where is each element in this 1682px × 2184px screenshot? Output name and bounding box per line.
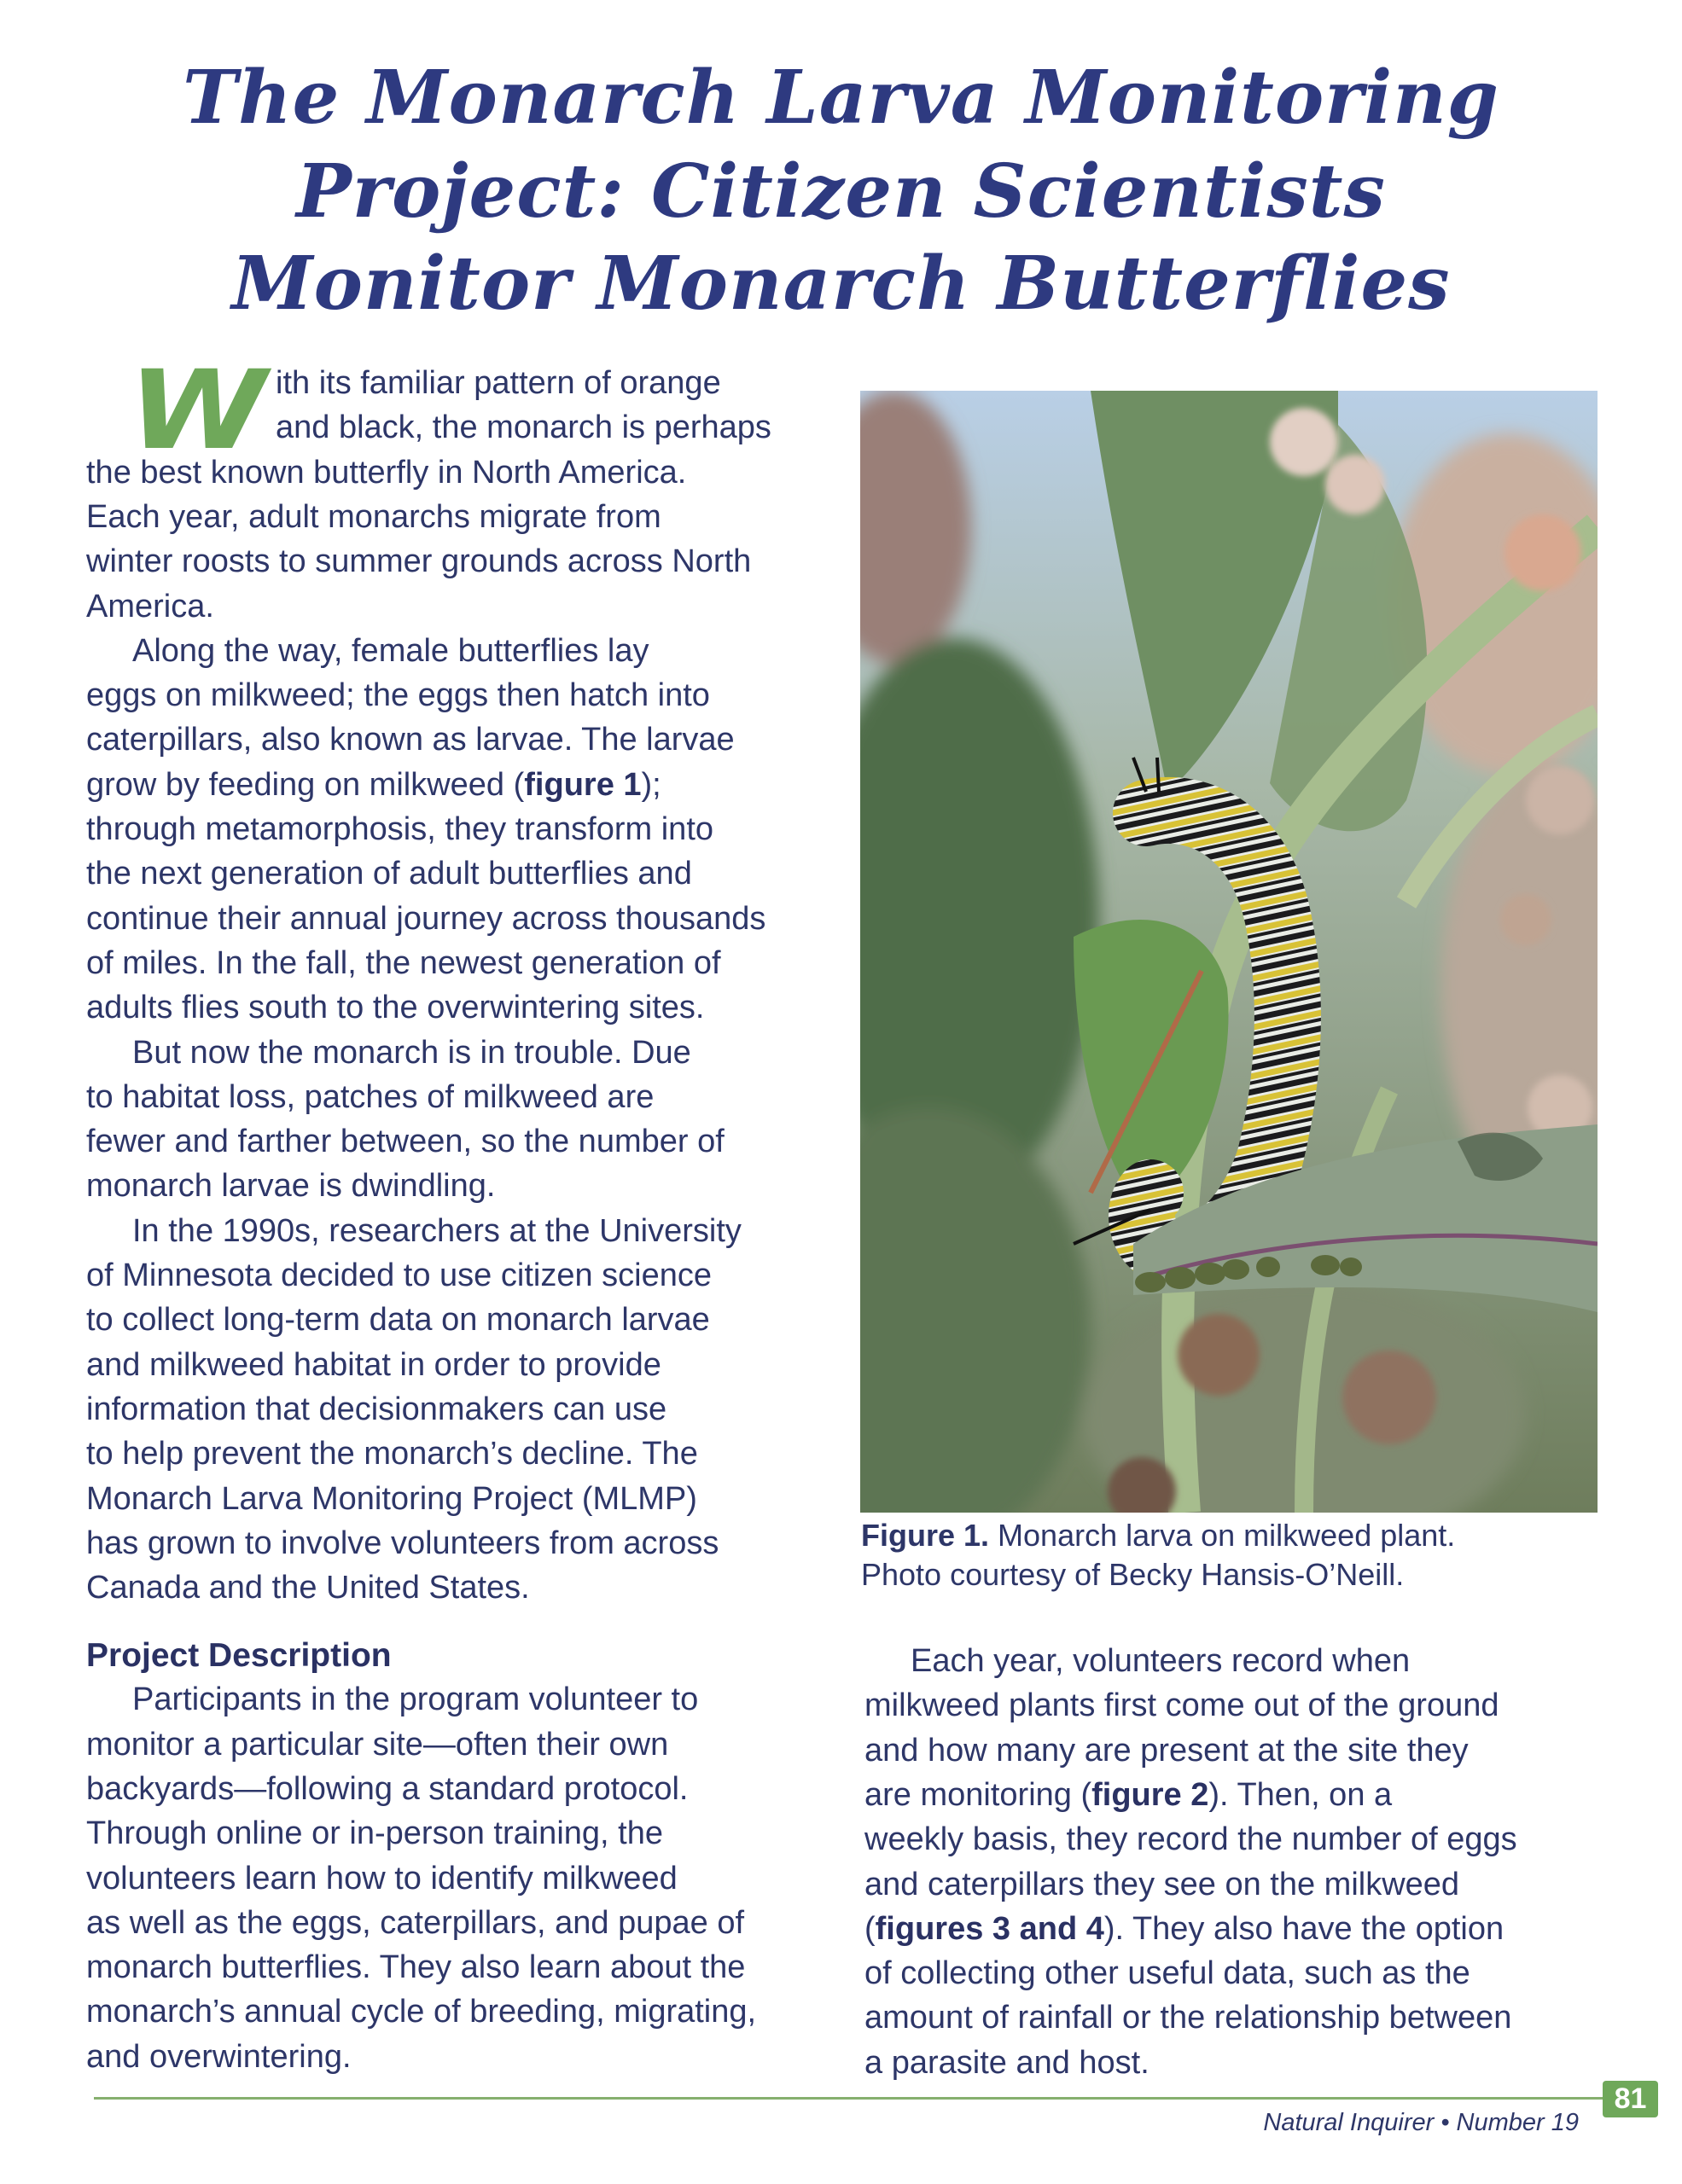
text-segment: has grown to involve volunteers from across (86, 1525, 719, 1561)
text-segment: through metamorphosis, they transform into (86, 811, 714, 847)
text-segment: to help prevent the monarch’s decline. The (86, 1436, 698, 1472)
text-segment: as well as the eggs, caterpillars, and pupae of (86, 1904, 745, 1941)
body-text-line (86, 1259, 712, 1292)
body-text-line (276, 367, 721, 399)
text-segment: monitor a particular site—often their own (86, 1726, 669, 1763)
text-segment: monarch butterflies. They also learn about the (86, 1949, 746, 1986)
text-segment: ). Then, on a (1208, 1776, 1393, 1813)
text-segment: continue their annual journey across thousands (86, 900, 766, 937)
body-text-line (86, 1862, 678, 1895)
title-line-1: The Monarch Larva Monitoring (183, 55, 1499, 141)
text-segment: ith its familiar pattern of orange (276, 365, 721, 401)
body-text-line (86, 1212, 742, 1249)
body-text-line (86, 1951, 745, 1984)
body-text-line (864, 1734, 1469, 1767)
body-text-line (86, 1904, 745, 1941)
text-segment: Along the way, female butterflies lay (132, 632, 649, 669)
body-text-line (86, 1034, 691, 1071)
body-text-line (86, 1393, 666, 1426)
right-text-column (864, 0, 1598, 2184)
text-segment: weekly basis, they record the number of eggs (864, 1821, 1517, 1858)
text-segment: and how many are present at the site they (864, 1732, 1469, 1769)
text-segment: amount of rainfall or the relationship between (864, 2000, 1512, 2036)
body-text-line (86, 1346, 661, 1383)
caption-text: Monarch larva on milkweed plant. (989, 1518, 1456, 1553)
text-segment: information that decisionmakers can use (86, 1391, 667, 1427)
body-text-line (86, 1527, 719, 1560)
body-text-line (86, 590, 214, 623)
body-text-line (86, 2038, 352, 2075)
figure-label: Figure 1. (861, 1518, 990, 1553)
left-text-column (86, 0, 820, 2184)
text-segment: Through online or in-person training, the (86, 1815, 663, 1852)
body-text-line (86, 1571, 530, 1604)
title-line-2: Project: Citizen Scientists (296, 148, 1386, 235)
body-text-line (86, 1770, 689, 1807)
body-text-line (864, 2001, 1511, 2034)
body-text-line (86, 1728, 668, 1761)
body-text-line (86, 991, 705, 1024)
text-segment: ). They also have the option (1103, 1910, 1504, 1947)
text-segment: grow by feeding on milkweed ( (86, 766, 525, 803)
caption-text: Photo courtesy of Becky Hansis-O’Neill. (861, 1557, 1405, 1592)
body-text-line (864, 1868, 1459, 1901)
text-segment: Participants in the program volunteer to (132, 1682, 699, 1718)
footer-rule (94, 2097, 1604, 2100)
text-segment: In the 1990s, researchers at the University (132, 1212, 742, 1249)
text-segment: to habitat loss, patches of milkweed are (86, 1078, 655, 1115)
text-segment: volunteers learn how to identify milkweed (86, 1860, 678, 1896)
figure-reference: figure 2 (1091, 1776, 1209, 1813)
section-heading-project-description: Project Description (86, 1637, 392, 1674)
body-text-line (86, 1683, 698, 1716)
body-text-line (86, 723, 735, 756)
text-segment: Each year, adult monarchs migrate from (86, 498, 661, 535)
body-text-line (86, 632, 649, 669)
text-segment: eggs on milkweed; the eggs then hatch into (86, 677, 710, 714)
text-segment: America. (86, 588, 214, 624)
body-text-line (864, 2044, 1149, 2081)
text-segment: and caterpillars they see on the milkweed (864, 1866, 1460, 1902)
body-text-line (86, 900, 766, 937)
body-text-line (86, 766, 661, 803)
body-text-line (864, 1645, 1410, 1677)
body-text-line (86, 1125, 725, 1158)
text-segment: the next generation of adult butterflies and (86, 856, 692, 892)
body-text-line (86, 813, 713, 845)
text-segment: adults flies south to the overwintering sites. (86, 990, 705, 1026)
text-segment: and overwintering. (86, 2038, 352, 2075)
title-line-3: Monitor Monarch Butterflies (231, 241, 1451, 327)
text-segment: Canada and the United States. (86, 1570, 530, 1606)
body-text-line (86, 944, 721, 981)
body-text-line (86, 1995, 756, 2028)
text-segment: and black, the monarch is perhaps (276, 410, 771, 446)
text-segment: ( (864, 1910, 876, 1947)
body-text-line (86, 545, 751, 578)
body-text-line (86, 1168, 496, 1205)
text-segment: monarch’s annual cycle of breeding, migrating, (86, 1994, 757, 2030)
figure-reference: figures 3 and 4 (875, 1910, 1104, 1947)
body-text-line (276, 411, 771, 444)
publication-footer: Natural Inquirer • Number 19 (1263, 2109, 1579, 2136)
text-segment: a parasite and host. (864, 2044, 1149, 2081)
body-text-line (86, 1817, 663, 1850)
body-text-line (864, 1910, 1504, 1947)
drop-cap: W (128, 347, 263, 474)
text-segment: Each year, volunteers record when (911, 1643, 1411, 1679)
figure-reference: figure 1 (524, 766, 642, 803)
body-text-line (864, 1823, 1517, 1856)
body-text-line (86, 1438, 698, 1470)
body-text-line (864, 1689, 1499, 1722)
body-text-line (864, 1955, 1470, 1992)
body-text-line (86, 857, 692, 890)
body-text-line (86, 498, 661, 535)
text-segment: of Minnesota decided to use citizen science (86, 1258, 712, 1293)
text-segment: of miles. In the fall, the newest generation of (86, 944, 721, 981)
body-text-line (86, 1078, 655, 1115)
text-segment: winter roosts to summer grounds across North (86, 543, 752, 580)
text-segment: backyards—following a standard protocol. (86, 1770, 689, 1807)
body-text-line (86, 679, 710, 712)
text-segment: the best known butterfly in North America. (86, 454, 687, 491)
text-segment: Monarch Larva Monitoring Project (MLMP) (86, 1480, 697, 1517)
text-segment: milkweed plants first come out of the ground (864, 1687, 1499, 1724)
text-segment: of collecting other useful data, such as the (864, 1955, 1470, 1992)
text-segment: fewer and farther between, so the number of (86, 1124, 725, 1160)
text-segment: are monitoring ( (864, 1776, 1092, 1813)
text-segment: caterpillars, also known as larvae. The larvae (86, 722, 735, 758)
page-number-badge: 81 (1603, 2081, 1658, 2117)
text-segment: But now the monarch is in trouble. Due (132, 1034, 691, 1071)
text-segment: monarch larvae is dwindling. (86, 1168, 496, 1205)
body-text-line (86, 1302, 710, 1339)
body-text-line (86, 1480, 697, 1517)
body-text-line (864, 1776, 1393, 1813)
text-segment: and milkweed habitat in order to provide (86, 1346, 661, 1383)
text-segment: ); (641, 766, 661, 803)
body-text-line (86, 456, 686, 489)
text-segment: to collect long-term data on monarch larvae (86, 1302, 710, 1339)
